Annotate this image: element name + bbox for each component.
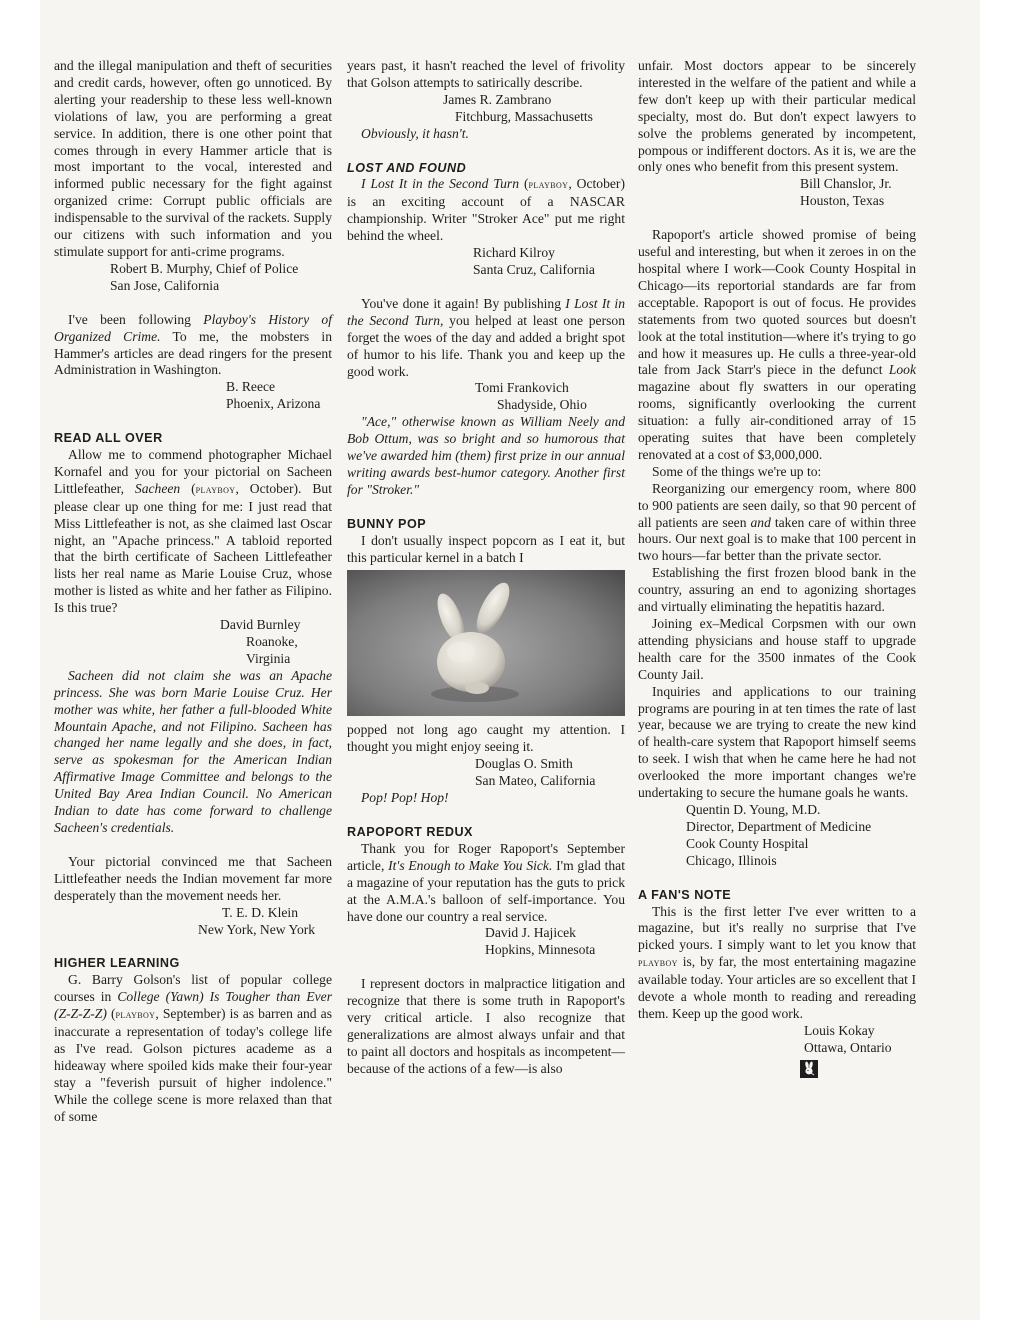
popcorn-bunny-image — [347, 570, 625, 716]
letter-affiliation: Cook County Hospital — [686, 835, 809, 851]
letter-text: I don't usually inspect popcorn as I eat it, but this particular kernel in a batch I — [347, 532, 625, 565]
letter-location: Houston, Texas — [800, 193, 885, 209]
letter-text: popped not long ago caught my attention. I thought you might enjoy seeing it. — [347, 722, 625, 755]
letter-location: Hopkins, Minnesota — [485, 942, 596, 958]
letter-location: San Mateo, California — [475, 773, 596, 789]
letter-signature: B. Reece — [226, 379, 276, 395]
column-3 — [638, 58, 916, 1083]
letter-location: Chicago, Illinois — [686, 852, 777, 868]
letter-text: Joining ex–Medical Corpsmen with our own attending physicians and house staff to upgrade health care for the 3500 inmates of the Cook County Jail. — [638, 616, 916, 682]
editor-reply: Sacheen did not claim she was an Apache princess. She was born Marie Louise Cruz. Her mother was white, her father a full-blooded White Mountain Apache, and not Filipino. Sacheen has changed her name legally and she does, in fact, serve as spokesman for the American Indian Affirmative Image Committee and belongs to the United Bay Area Indian Council. No American Indian to date has come forward to challenge Sacheen's credentials. — [54, 667, 332, 835]
column-1 — [54, 58, 332, 1125]
section-heading: HIGHER LEARNING — [54, 956, 180, 971]
letter-text: years past, it hasn't reached the level of frivolity that Golson attempts to satirically describe. — [347, 58, 625, 90]
letter-signature: Louis Kokay — [804, 1022, 875, 1038]
editor-reply: "Ace," otherwise known as William Neely and Bob Ottum, was so bright and so humorous that we've awarded him (them) first prize in our annual writing awards best-humor category. Another first for "Stroker." — [347, 414, 625, 497]
letter-text: I represent doctors in malpractice litigation and recognize that there is some truth in Rapoport's very critical article. I also recognize that generalizations are almost always unfair and that to paint all doctors and hospitals as incompetent—because of the actions of a few—is also — [347, 976, 625, 1076]
letter-text: I Lost It in the Second Turn (playboy, October) is an exciting account of a NASCAR championship. Writer "Stroker Ace" put me right behind the wheel. — [347, 176, 625, 244]
letter-text: This is the first letter I've ever written to a magazine, but it's really no surprise that I've picked yours. I simply want to let you know that playboy is, by far, the most entertaining magazine available today. Your articles are so excellent that I devote a whole month to reading and rereading them. Keep up the good work. — [638, 903, 916, 1021]
editor-reply: Pop! Pop! Hop! — [361, 790, 449, 806]
letter-location: Ottawa, Ontario — [804, 1039, 892, 1055]
letter-location: San Jose, California — [110, 277, 220, 293]
section-heading: READ ALL OVER — [54, 431, 163, 446]
letter-text: Some of the things we're up to: — [652, 463, 822, 479]
letter-text: You've done it again! By publishing I Lost It in the Second Turn, you helped at least one person forget the woes of the day and added a bright spot of humor to his life. Thank you and keep up the good work. — [347, 295, 625, 379]
letter-signature: Robert B. Murphy, Chief of Police — [110, 260, 299, 276]
bunny-logo-icon — [800, 1060, 818, 1083]
letter-signature: David Burnley — [220, 617, 301, 633]
letter-text: Reorganizing our emergency room, where 800 to 900 patients are seen daily, so that 90 percent of all patients are seen and taken care of within three hours. Our next goal is to make that 100 percent in two hours—far better than the private sector. — [638, 480, 916, 564]
letter-location: Roanoke, Virginia — [246, 634, 298, 666]
letter-location: Phoenix, Arizona — [226, 396, 321, 412]
section-heading: LOST AND FOUND — [347, 160, 467, 175]
editor-reply: Obviously, it hasn't. — [361, 125, 469, 141]
letter-text: Allow me to commend photographer Michael Kornafel and you for your pictorial on Sacheen Littlefeather, Sacheen (playboy, October). But please clear up one thing for me: I just read that Miss Littlefeather is not, as she claimed last Oscar night, an "Apache princess." A tabloid reported that the birth certificate of Sacheen Littlefeather lists her real name as Marie Louise Cruz, whose mother is listed as white and her father as Filipino. Is this true? — [54, 447, 332, 616]
letter-signature: Douglas O. Smith — [475, 756, 573, 772]
letter-text: Establishing the first frozen blood bank in the country, assuring an end to agonizing shortages and virtually eliminating the hepatitis hazard. — [638, 565, 916, 615]
letter-title: Director, Department of Medicine — [686, 818, 872, 834]
letter-signature: James R. Zambrano — [443, 91, 552, 107]
letter-signature: Richard Kilroy — [473, 245, 555, 261]
section-heading: RAPOPORT REDUX — [347, 825, 473, 839]
end-mark-row — [638, 1057, 916, 1083]
letter-signature: T. E. D. Klein — [222, 904, 299, 920]
letter-text: Rapoport's article showed promise of being useful and interesting, but when it zeroes in on the hospital where I work—Cook County Hospital in Chicago—its reportorial standards are far from acceptable. Rapoport is out of focus. He provides statements from two quoted sources but doesn't look at the total institution—where it's trying to go and how it measures up. He culls a three-year-old tale from Jack Starr's piece in the defunct Look magazine about fly swatters in our operating rooms, significantly overlooking the current situation: a fully air-conditioned array of 15 operating suites that have been completely renovated at a cost of $3,000,000. — [638, 227, 916, 462]
letter-text: Your pictorial convinced me that Sacheen Littlefeather needs the Indian movement far more desperately than the movement needs her. — [54, 853, 332, 903]
magazine-page — [40, 0, 980, 1320]
letter-text: unfair. Most doctors appear to be sincerely interested in the welfare of the patient and while a few don't keep up with their particular medical specialty, most do. But don't expect lawyers to solve the problems generated by incompetent, pompous or indifferent doctors. As it is, we are the only ones who benefit from this present system. — [638, 58, 916, 175]
letter-location: Fitchburg, Massachusetts — [455, 108, 593, 124]
letter-text: G. Barry Golson's list of popular college courses in College (Yawn) Is Tougher than Ever (Z-Z-Z-Z) (playboy, September) is as barren and as inaccurate a representation of today's college life as I've read. Golson pictures academe as a hideaway where spoiled kids make their four-year stay a "feverish pursuit of higher indolence." While the college scene is more relaxed than that of some — [54, 972, 332, 1124]
letter-location: Shadyside, Ohio — [497, 397, 587, 413]
letter-signature: Tomi Frankovich — [475, 380, 569, 396]
section-heading: BUNNY POP — [347, 516, 427, 531]
letter-signature: Bill Chanslor, Jr. — [800, 176, 892, 192]
letter-text: I've been following Playboy's History of Organized Crime. To me, the mobsters in Hammer's articles are dead ringers for the present Administration in Washington. — [54, 311, 332, 378]
letter-location: Santa Cruz, California — [473, 261, 595, 277]
section-heading: A FAN'S NOTE — [638, 887, 732, 902]
letter-signature: David J. Hajicek — [485, 925, 576, 941]
column-2 — [347, 58, 625, 1078]
letter-text: Inquiries and applications to our training programs are pouring in at ten times the rate of last year, because we are trying to create the new kind of health-care system that Rapoport himself seems to seek. I wish that when he came here he had not overlooked the more important changes we're undertaking to secure the humane goals he wants. — [638, 683, 916, 801]
letter-text: Thank you for Roger Rapoport's September article, It's Enough to Make You Sick. I'm glad that a magazine of your reputation has the guts to prick at the A.M.A.'s balloon of self-importance. You have done our country a real service. — [347, 840, 625, 924]
popcorn-bunny-photo — [347, 570, 625, 716]
letter-signature: Quentin D. Young, M.D. — [686, 801, 821, 817]
letter-location: New York, New York — [198, 921, 316, 937]
letter-text: and the illegal manipulation and theft of securities and credit cards, however, often go unnoticed. By alerting your readership to these less well-known violations of law, you are performing a great service. In addition, there is one other point that comes through in every Hammer article that is most important to the vocal, interested and informed public necessary for the fight against organized crime: Corrupt public officials are indispensable to the survival of the rackets. Supply our citizens with such information and you stimulate support for anti-crime programs. — [54, 58, 332, 259]
